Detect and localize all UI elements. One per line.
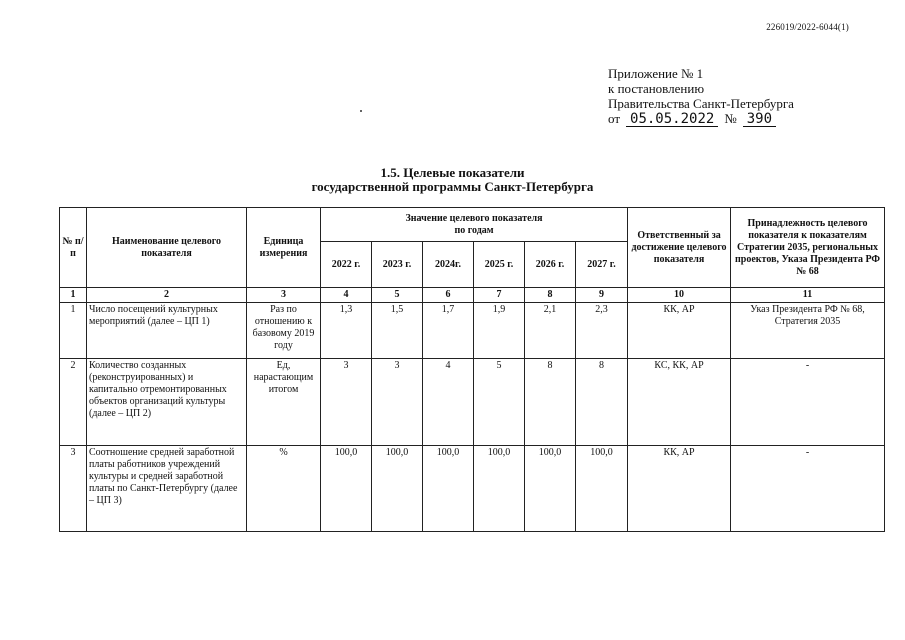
section-title-line-2: государственной программы Санкт-Петербурга <box>311 179 594 194</box>
row-unit: Ед, нарастающим итогом <box>247 359 321 446</box>
column-number: 8 <box>525 288 576 303</box>
table-row <box>60 303 885 359</box>
row-num: 2 <box>60 359 87 446</box>
row-responsible: КК, АР <box>628 446 731 532</box>
number-prefix: № <box>724 111 737 126</box>
column-number: 7 <box>474 288 525 303</box>
header-affiliation: Принадлежность целевого показателя к показателям Стратегии 2035, региональных проектов, Указа Президента РФ № 68 <box>731 208 885 288</box>
table-row <box>60 359 885 446</box>
row-value: 5 <box>474 359 525 446</box>
column-number: 3 <box>247 288 321 303</box>
header-year: 2026 г. <box>525 242 576 288</box>
row-value: 100,0 <box>576 446 628 532</box>
header-year: 2025 г. <box>474 242 525 288</box>
row-value: 3 <box>372 359 423 446</box>
row-num: 1 <box>60 303 87 359</box>
section-title <box>0 166 905 194</box>
row-value: 4 <box>423 359 474 446</box>
header-values-group <box>321 208 628 242</box>
scan-speck <box>360 110 362 112</box>
header-values-line-2: по годам <box>454 224 494 236</box>
column-number: 4 <box>321 288 372 303</box>
column-number: 6 <box>423 288 474 303</box>
row-responsible: КС, КК, АР <box>628 359 731 446</box>
header-name: Наименование целевого показателя <box>87 208 247 288</box>
column-number: 2 <box>87 288 247 303</box>
header-unit: Единица измерения <box>247 208 321 288</box>
row-affiliation: - <box>731 359 885 446</box>
column-number: 1 <box>60 288 87 303</box>
header-responsible: Ответственный за достижение целевого показателя <box>628 208 731 288</box>
row-responsible: КК, АР <box>628 303 731 359</box>
row-unit: % <box>247 446 321 532</box>
date-prefix: от <box>608 111 621 126</box>
row-value: 100,0 <box>423 446 474 532</box>
header-year: 2024г. <box>423 242 474 288</box>
row-name: Соотношение средней заработной платы работников учреждений культуры и средней заработной платы по Санкт-Петербургу (далее – ЦП 3) <box>87 446 247 532</box>
row-value: 100,0 <box>321 446 372 532</box>
row-value: 3 <box>321 359 372 446</box>
targets-table <box>59 207 885 532</box>
row-value: 100,0 <box>525 446 576 532</box>
header-values-line-1: Значение целевого показателя <box>405 212 543 224</box>
appendix-line-2: к постановлению <box>608 81 705 96</box>
header-num: № п/п <box>60 208 87 288</box>
row-affiliation: - <box>731 446 885 532</box>
appendix-line-3: Правительства Санкт-Петербурга <box>608 96 794 111</box>
row-value: 1,7 <box>423 303 474 359</box>
resolution-date: 05.05.2022 <box>626 112 718 127</box>
row-value: 8 <box>576 359 628 446</box>
column-number-row <box>60 288 885 303</box>
appendix-line-1: Приложение № 1 <box>608 66 704 81</box>
row-value: 8 <box>525 359 576 446</box>
resolution-number: 390 <box>743 112 776 127</box>
header-year: 2022 г. <box>321 242 372 288</box>
table-row <box>60 446 885 532</box>
header-year: 2023 г. <box>372 242 423 288</box>
resolution-date-line <box>608 111 794 127</box>
section-title-line-1: 1.5. Целевые показатели <box>380 165 525 180</box>
row-value: 100,0 <box>372 446 423 532</box>
row-value: 100,0 <box>474 446 525 532</box>
row-num: 3 <box>60 446 87 532</box>
row-name: Число посещений культурных мероприятий (далее – ЦП 1) <box>87 303 247 359</box>
column-number: 10 <box>628 288 731 303</box>
column-number: 5 <box>372 288 423 303</box>
row-value: 2,3 <box>576 303 628 359</box>
row-name: Количество созданных (реконструированных) и капитально отремонтированных объектов организаций культуры (далее – ЦП 2) <box>87 359 247 446</box>
row-value: 1,9 <box>474 303 525 359</box>
header-year: 2027 г. <box>576 242 628 288</box>
column-number: 9 <box>576 288 628 303</box>
row-affiliation: Указ Президента РФ № 68, Стратегия 2035 <box>731 303 885 359</box>
column-number: 11 <box>731 288 885 303</box>
appendix-block <box>608 66 794 127</box>
row-value: 1,5 <box>372 303 423 359</box>
row-value: 2,1 <box>525 303 576 359</box>
row-value: 1,3 <box>321 303 372 359</box>
document-id: 226019/2022-6044(1) <box>766 22 849 32</box>
row-unit: Раз по отношению к базовому 2019 году <box>247 303 321 359</box>
